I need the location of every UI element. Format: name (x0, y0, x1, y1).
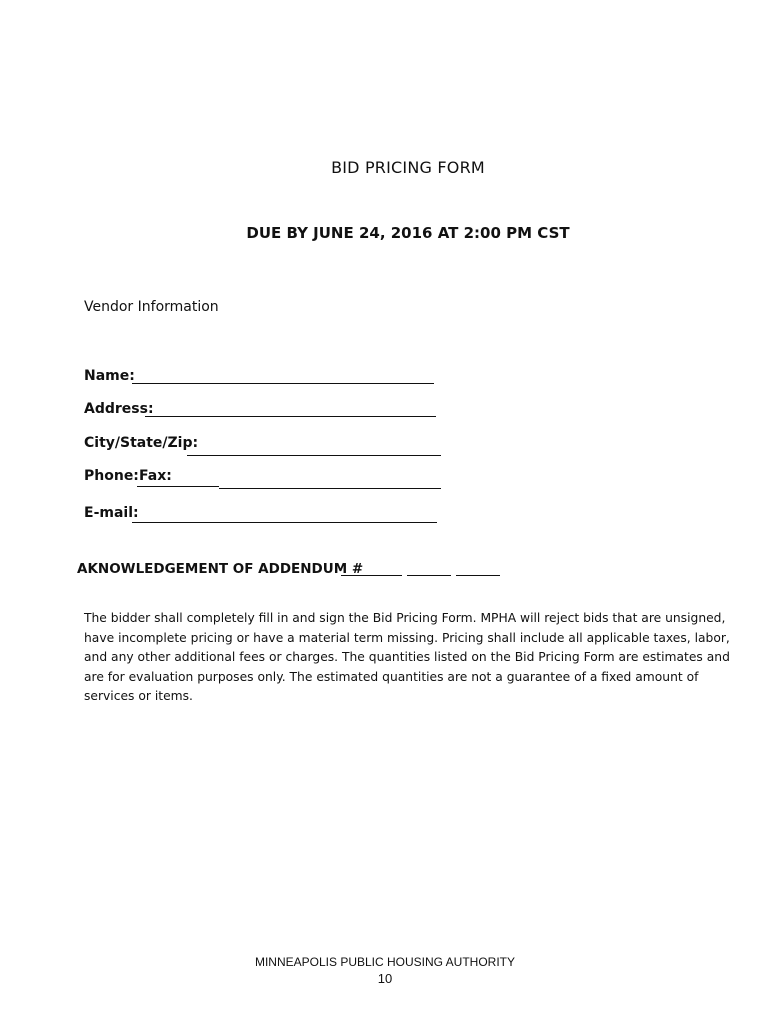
address-input-line[interactable] (145, 416, 436, 417)
phone-label: Phone: (84, 468, 139, 484)
name-input-line[interactable] (132, 383, 434, 384)
phone-input-line[interactable] (137, 486, 219, 487)
instructions-paragraph: The bidder shall completely fill in and sign the Bid Pricing Form. MPHA will reject bids that are unsigned, have incomplete pricing or have a material term missing. Pricing shall include all applicable taxes, labor, and any other additional fees or charges. The quantities listed on the Bid Pricing Form are estimates and are for evaluation purposes only. The estimated quantities are not a guarantee of a fixed amount of services or items. (84, 611, 730, 704)
due-date-heading: DUE BY JUNE 24, 2016 AT 2:00 PM CST (246, 224, 570, 242)
email-input-line[interactable] (132, 522, 437, 523)
addendum-input-line-1[interactable] (341, 575, 402, 576)
footer-organization: MINNEAPOLIS PUBLIC HOUSING AUTHORITY (254, 955, 516, 969)
vendor-information-label: Vendor Information (84, 299, 219, 315)
email-label: E-mail: (84, 505, 139, 521)
addendum-input-line-2[interactable] (407, 575, 451, 576)
address-label: Address: (84, 401, 154, 417)
addendum-acknowledgement-label: AKNOWLEDGEMENT OF ADDENDUM # (77, 561, 364, 577)
page-number: 10 (377, 971, 393, 986)
city-state-zip-input-line[interactable] (187, 455, 441, 456)
addendum-input-line-3[interactable] (456, 575, 500, 576)
name-label: Name: (84, 368, 135, 384)
fax-input-line[interactable] (219, 488, 441, 489)
form-title: BID PRICING FORM (331, 158, 485, 177)
fax-label: Fax: (139, 468, 172, 484)
city-state-zip-label: City/State/Zip: (84, 435, 199, 451)
